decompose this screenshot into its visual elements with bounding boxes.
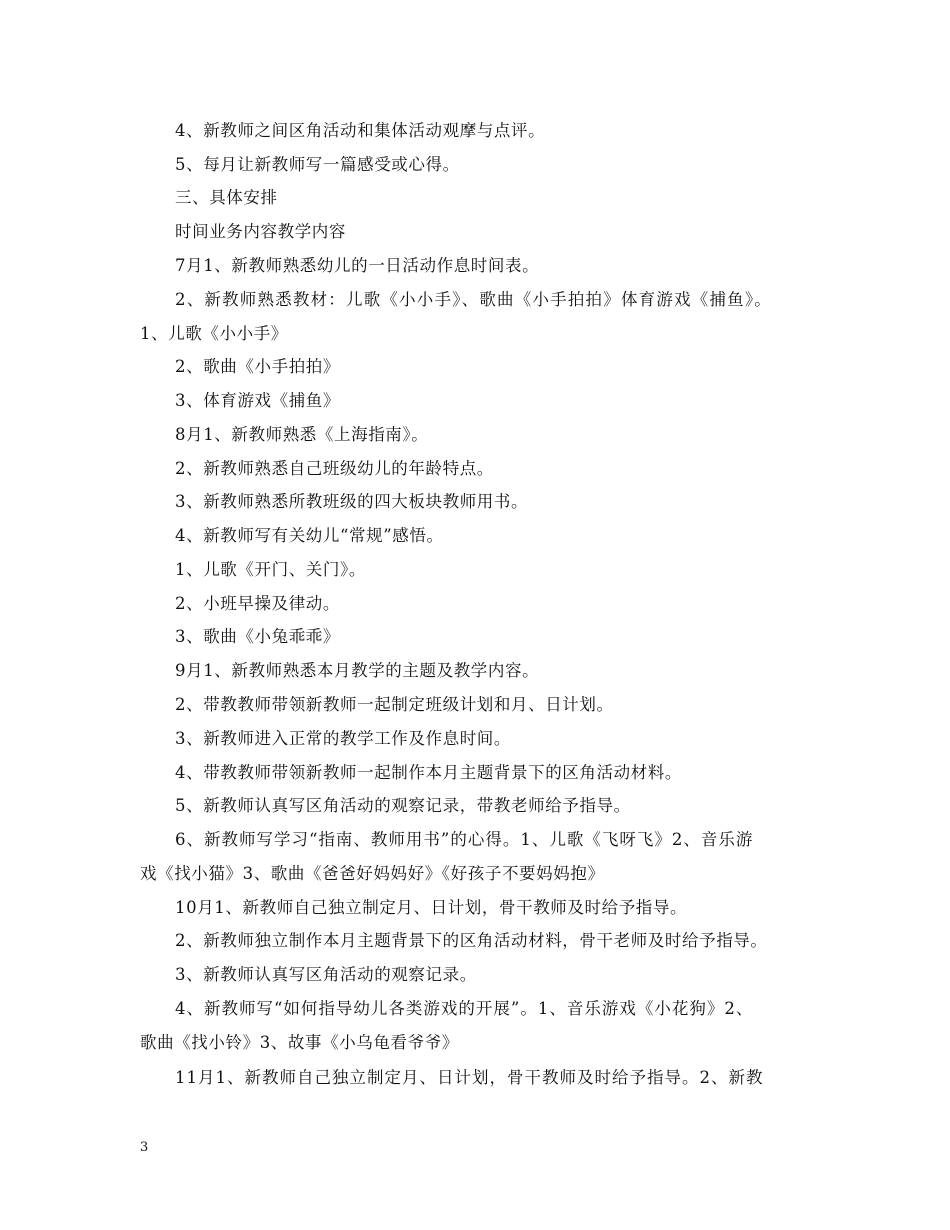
text-line: 3、体育游戏《捕鱼》 xyxy=(175,391,340,410)
text-line: 2、新教师熟悉自己班级幼儿的年龄特点。 xyxy=(175,459,494,478)
text-line: 4、新教师写“如何指导幼儿各类游戏的开展”。1、音乐游戏《小花狗》2、 xyxy=(175,999,754,1018)
text-line: 9月1、新教师熟悉本月教学的主题及教学内容。 xyxy=(175,661,540,680)
text-line: 4、带教教师带领新教师一起制作本月主题背景下的区角活动材料。 xyxy=(175,763,682,782)
text-line: 11月1、新教师自己独立制定月、日计划，骨干教师及时给予指导。2、新教 xyxy=(175,1068,764,1087)
text-line: 3、新教师进入正常的教学工作及作息时间。 xyxy=(175,729,511,748)
text-line: 4、新教师之间区角活动和集体活动观摩与点评。 xyxy=(175,121,546,140)
text-line: 2、带教教师带领新教师一起制定班级计划和月、日计划。 xyxy=(175,695,614,714)
text-line: 2、新教师熟悉教材：儿歌《小小手》、歌曲《小手拍拍》体育游戏《捕鱼》。 xyxy=(175,290,772,309)
text-line: 3、新教师熟悉所教班级的四大板块教师用书。 xyxy=(175,492,529,511)
text-line: 5、新教师认真写区角活动的观察记录，带教老师给予指导。 xyxy=(175,796,631,815)
text-line: 8月1、新教师熟悉《上海指南》。 xyxy=(175,425,429,444)
text-line: 6、新教师写学习“指南、教师用书”的心得。1、儿歌《飞呀飞》2、音乐游 xyxy=(175,830,754,849)
text-line: 7月1、新教师熟悉幼儿的一日活动作息时间表。 xyxy=(175,256,540,275)
text-line: 1、儿歌《小小手》 xyxy=(140,324,288,343)
text-line: 歌曲《找小铃》3、故事《小乌龟看爷爷》 xyxy=(140,1033,459,1052)
page-number: 3 xyxy=(140,1140,149,1155)
text-line: 4、新教师写有关幼儿“常规”感悟。 xyxy=(175,526,444,545)
text-line: 2、歌曲《小手拍拍》 xyxy=(175,357,340,376)
text-line: 时间业务内容教学内容 xyxy=(175,222,346,241)
text-line: 2、新教师独立制作本月主题背景下的区角活动材料，骨干老师及时给予指导。 xyxy=(175,931,768,950)
text-line: 5、每月让新教师写一篇感受或心得。 xyxy=(175,155,460,174)
text-line: 3、新教师认真写区角活动的观察记录。 xyxy=(175,965,477,984)
text-line: 戏《找小猫》3、歌曲《爸爸好妈妈好》《好孩子不要妈妈抱》 xyxy=(140,864,605,883)
text-line: 3、歌曲《小兔乖乖》 xyxy=(175,627,340,646)
text-line: 2、小班早操及律动。 xyxy=(175,594,340,613)
text-line: 10月1、新教师自己独立制定月、日计划，骨干教师及时给予指导。 xyxy=(175,898,688,917)
section-heading: 三、具体安排 xyxy=(175,188,278,207)
text-line: 1、儿歌《开门、关门》。 xyxy=(175,560,366,579)
